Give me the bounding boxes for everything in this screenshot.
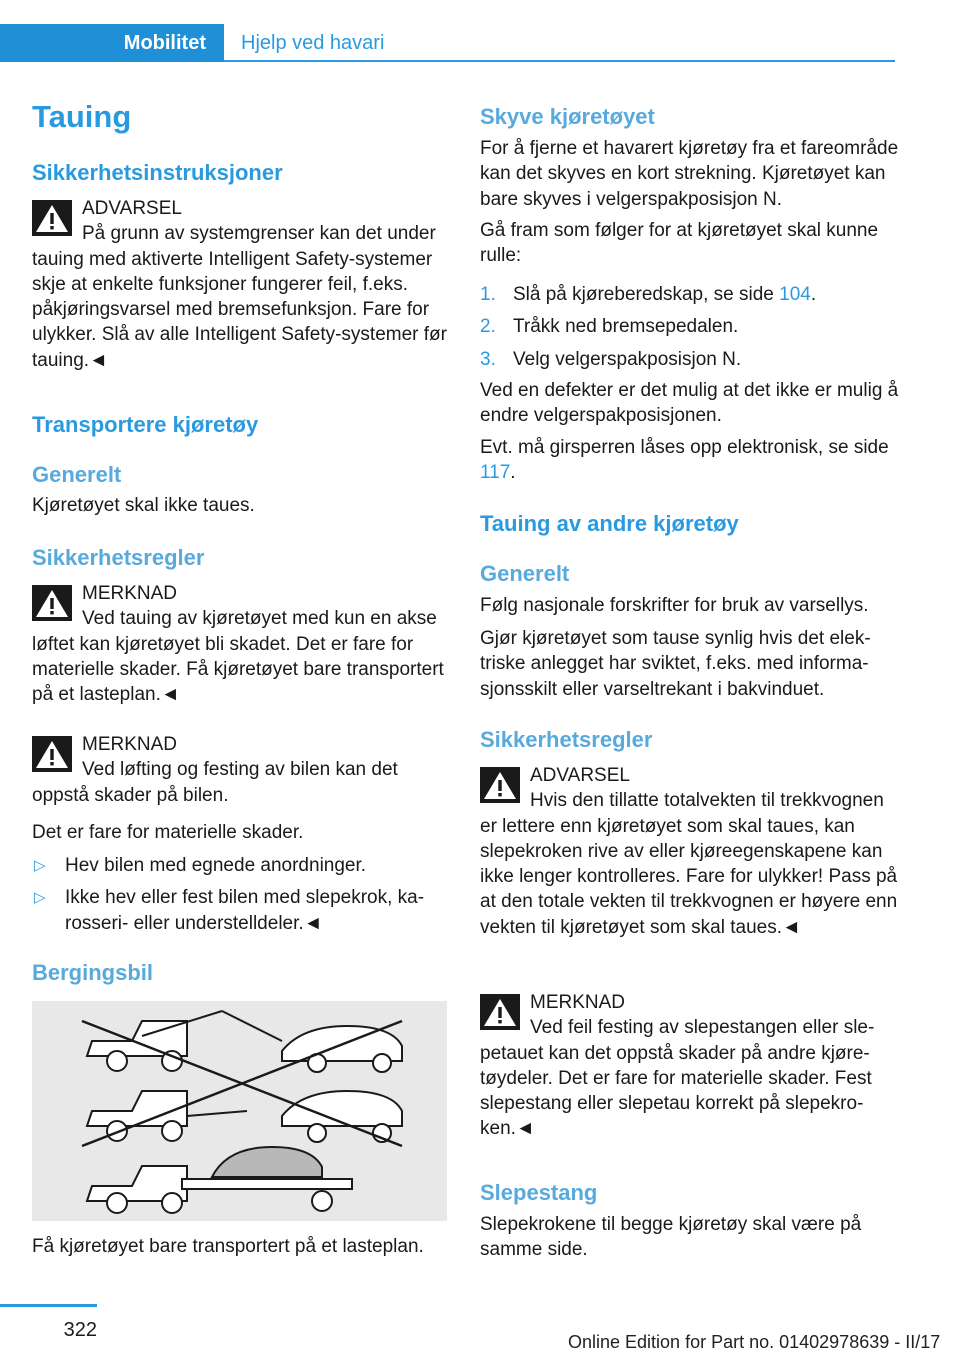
heading-tow-truck: Bergingsbil — [32, 960, 154, 985]
numbered-steps — [480, 282, 900, 379]
tow-truck-illustration — [32, 1001, 447, 1221]
warning-icon — [480, 767, 520, 803]
step-text: Velg velgerspakposisjon N. — [513, 348, 742, 370]
list-item — [32, 885, 452, 936]
general-text: Følg nasjonale forskrifter for bruk av varsellys. — [480, 595, 869, 616]
heading-tow-other: Tauing av andre kjøretøy — [480, 511, 739, 536]
warning-icon — [32, 585, 72, 621]
unlock-text — [480, 435, 900, 486]
step-number: 1. — [480, 284, 496, 305]
heading-safety-rules: Sikkerhetsregler — [32, 545, 205, 570]
tow-bar-text: Slepekrokene til begge kjøretøy skal være på samme side. — [480, 1214, 862, 1261]
note-text: Ved tauing av kjøretøyet med kun en akse løftet kan kjøretøyet bli skadet. Det er fare for materielle skader. Få kjøretøyet bare transportert på et lasteplan.◄ — [32, 608, 444, 706]
warning-label: ADVARSEL — [530, 765, 630, 786]
page-number: 322 — [0, 1304, 97, 1342]
heading-push-vehicle: Skyve kjøretøyet — [480, 104, 655, 129]
note-label: MERKNAD — [82, 583, 178, 604]
heading-general: Generelt — [32, 462, 122, 487]
push-text: For å fjerne et havarert kjøretøy fra et fareområde kan det skyves en kort strekning. Kjøretøyet kan bare skyves i velgerspakposisjon N. — [480, 138, 899, 210]
heading-general: Generelt — [480, 561, 570, 586]
list-item-text: Ikke hev eller fest bilen med slepekrok, karosseri- eller understelldeler.◄ — [65, 887, 425, 934]
warning-block — [32, 196, 452, 373]
heading-safety-rules: Sikkerhetsregler — [480, 727, 653, 752]
bullet-list — [32, 853, 452, 943]
roll-text: Gå fram som følger for at kjøretøyet skal kunne rulle: — [480, 220, 879, 267]
note-text: Ved løfting og festing av bilen kan det oppstå skader på bilen. — [32, 759, 398, 806]
warning-text: Hvis den tillatte totalvekten til trekkvognen er lettere enn kjøretøyet som skal taues, kan slepekroken rive av eller kjøreegenskapene kan ikke lenger kontrolleres. Fare for ulykker! Pass på at den totale vekten til trekkvognen er høyere enn vekten til kjøretøyet som skal taues.◄ — [480, 790, 898, 938]
note-label: MERKNAD — [530, 992, 626, 1013]
page-title: Tauing — [32, 99, 132, 134]
warning-icon — [32, 200, 72, 236]
warning-icon — [480, 994, 520, 1030]
step-number: 2. — [480, 316, 496, 338]
step-punct: . — [810, 284, 817, 305]
heading-safety-instructions: Sikkerhetsinstruksjoner — [32, 160, 283, 185]
list-item — [32, 853, 452, 878]
tab-underline — [224, 60, 895, 62]
damage-text: Det er fare for materielle skader. — [32, 822, 304, 843]
note-block — [32, 581, 452, 707]
unlock-punct: . — [510, 462, 516, 484]
step-text: Slå på kjøreberedskap, se side — [513, 284, 780, 305]
general-text: Kjøretøyet skal ikke taues. — [32, 495, 255, 516]
unlock-text-main: Evt. må girsperren låses opp elektronisk, se side — [480, 437, 889, 458]
header-tabs — [0, 24, 895, 62]
page-link[interactable]: 104 — [779, 284, 811, 305]
warning-icon — [32, 736, 72, 772]
tab-mobilitet[interactable]: Mobilitet — [0, 24, 224, 62]
bullet-triangle-icon: ▷ — [34, 857, 46, 874]
bullet-triangle-icon: ▷ — [34, 889, 46, 907]
warning-block — [480, 763, 900, 940]
page-link[interactable]: 117 — [480, 462, 511, 484]
list-item-text: Hev bilen med egnede anordninger. — [65, 855, 367, 876]
note-block — [32, 732, 452, 808]
defect-text: Ved en defekter er det mulig at det ikke er mulig å endre velgerspakposisjonen. — [480, 380, 899, 427]
tow-truck-image — [32, 1001, 447, 1221]
note-label: MERKNAD — [82, 734, 178, 755]
image-caption: Få kjøretøyet bare transportert på et lasteplan. — [32, 1236, 424, 1257]
edition-footer: Online Edition for Part no. 01402978639 - II/17 — [568, 1332, 941, 1352]
visible-text: Gjør kjøretøyet som tause synlig hvis det elektriske anlegget har sviktet, f.eks. med informasjonsskilt eller varseltrekant i bakvinduet. — [480, 628, 871, 700]
step-text: Tråkk ned bremsepedalen. — [513, 316, 739, 338]
warning-text: På grunn av systemgrenser kan det under tauing med aktiverte Intelligent Safety-systemer skje at enkelte funksjoner fungerer feil, f.eks. påkjøringsvarsel med bremsefunksjon. Fare for ulykker. Slå av alle Intelligent Safety-systemer før tauing.◄ — [32, 223, 447, 371]
warning-label: ADVARSEL — [82, 198, 182, 219]
list-item — [480, 347, 900, 372]
note-text: Ved feil festing av slepestangen eller slepetauet kan det oppstå skader på andre kjøretøydeler. Det er fare for materielle skader. Fest slepestang eller slepetau korrekt på slepekroken.◄ — [480, 1017, 875, 1140]
heading-transport: Transportere kjøretøy — [32, 412, 259, 437]
heading-tow-bar: Slepestang — [480, 1180, 598, 1205]
list-item — [480, 314, 900, 339]
list-item — [480, 282, 900, 307]
tab-hjelp-ved-havari[interactable]: Hjelp ved havari — [241, 31, 385, 54]
note-block — [480, 990, 900, 1142]
step-number: 3. — [480, 348, 496, 370]
